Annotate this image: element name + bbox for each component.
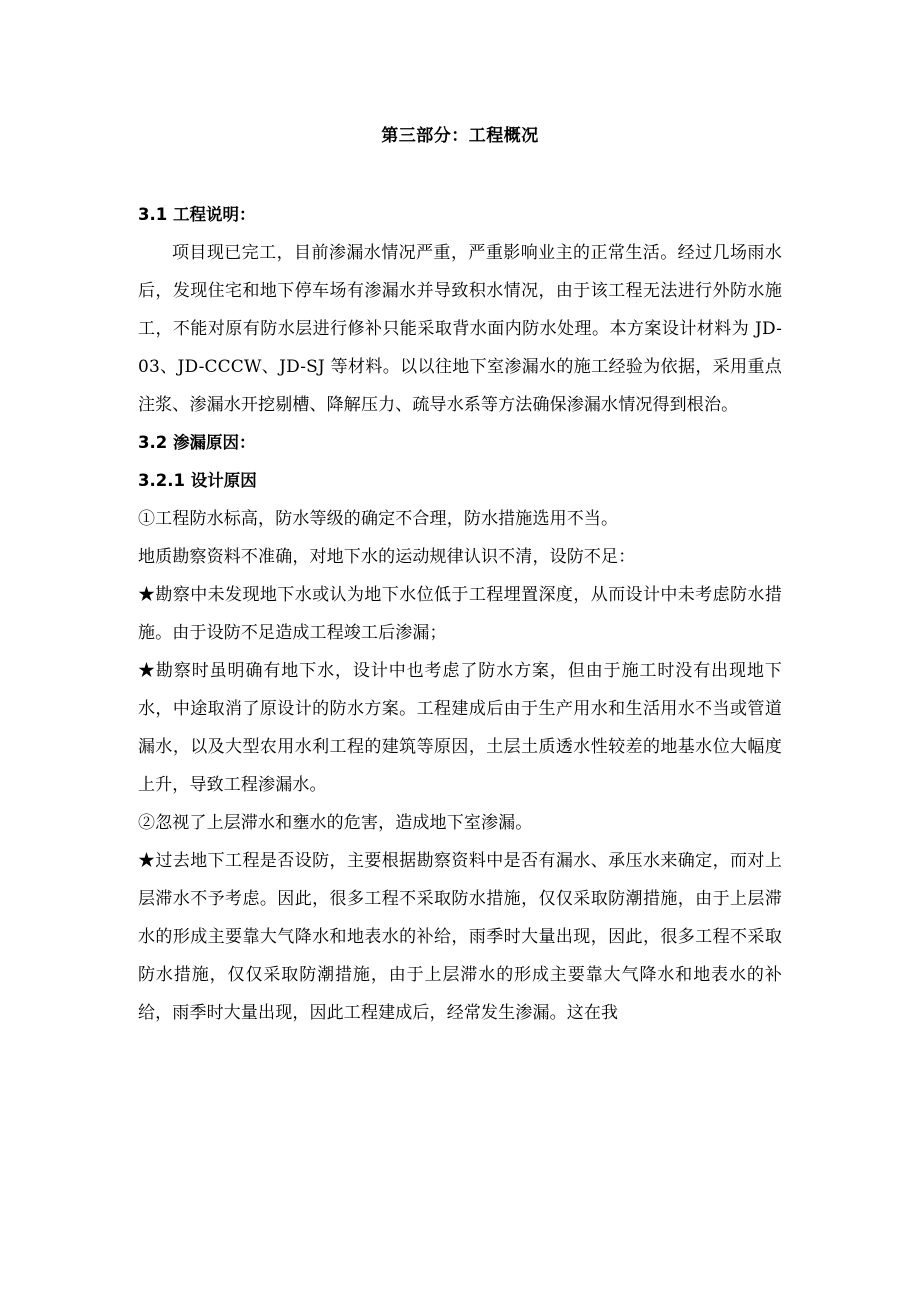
star-point-1: ★勘察中未发现地下水或认为地下水位低于工程埋置深度，从而设计中未考虑防水措施。由于设防不足造成工程竣工后渗漏； <box>138 585 782 643</box>
star-point-2: ★勘察时虽明确有地下水，设计中也考虑了防水方案，但由于施工时没有出现地下水，中途取消了原设计的防水方案。工程建成后由于生产用水和生活用水不当或管道漏水，以及大型农用水利工程的建筑等原因，土层土质透水性较差的地基水位大幅度上升，导致工程渗漏水。 <box>138 661 782 795</box>
design-reason-item-1: ①工程防水标高，防水等级的确定不合理，防水措施选用不当。 <box>138 509 619 529</box>
star-point-3: ★过去地下工程是否设防，主要根据勘察资料中是否有漏水、承压水来确定，而对上层滞水不予考虑。因此，很多工程不采取防水措施，仅仅采取防潮措施，由于上层滞水的形成主要靠大气降水和地表水的补给，雨季时大量出现，因此，很多工程不采取防水措施，仅仅采取防潮措施，由于上层滞水的形成主要靠大气降水和地表水的补给，雨季时大量出现，因此工程建成后，经常发生渗漏。这在我 <box>138 851 782 1023</box>
document-body <box>138 196 782 1032</box>
section-heading-3-1: 3.1 工程说明： <box>138 205 256 224</box>
section-heading-3-2: 3.2 渗漏原因： <box>138 433 256 452</box>
geological-survey-note: 地质勘察资料不准确，对地下水的运动规律认识不清，设防不足： <box>138 547 636 567</box>
design-reason-item-2: ②忽视了上层滞水和壅水的危害，造成地下室渗漏。 <box>138 813 533 833</box>
project-description-paragraph: 项目现已完工，目前渗漏水情况严重，严重影响业主的正常生活。经过几场雨水后，发现住宅和地下停车场有渗漏水并导致积水情况，由于该工程无法进行外防水施工，不能对原有防水层进行修补只能采取背水面内防水处理。本方案设计材料为 JD-03、JD-CCCW、JD-SJ 等材料。以以往地下室渗漏水的施工经验为依据，采用重点注浆、渗漏水开挖剔槽、降解压力、疏导水系等方法确保渗漏水情况得到根治。 <box>138 243 782 415</box>
page-title: 第三部分：工程概况 <box>381 126 539 146</box>
subsection-heading-3-2-1: 3.2.1 设计原因 <box>138 471 257 490</box>
